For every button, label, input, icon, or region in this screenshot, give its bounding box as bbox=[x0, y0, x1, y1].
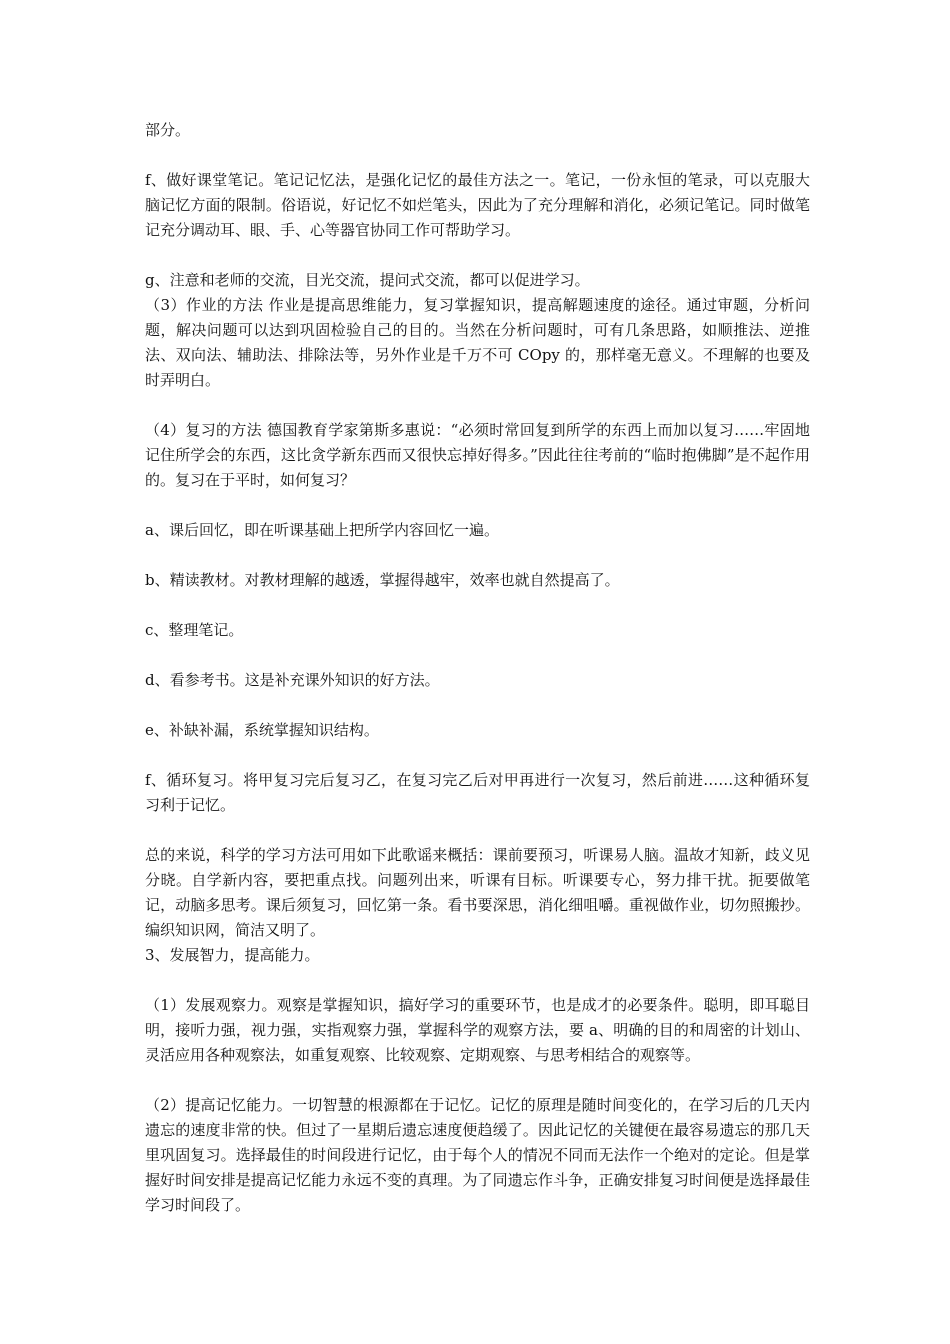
list-item-review-e: e、补缺补漏，系统掌握知识结构。 bbox=[145, 721, 379, 739]
paragraph-review-method: （4）复习的方法 德国教育学家第斯多惠说：“必须时常回复到所学的东西上而加以复习……牢固地记住所学会的东西，这比贪学新东西而又很快忘掉好得多。”因此往往考前的“临时抱佛脚”是不起作用的。复习在于平时，如何复习？ bbox=[145, 421, 810, 489]
section-heading-develop-intelligence: 3、发展智力，提高能力。 bbox=[145, 946, 320, 964]
list-item-review-a: a、课后回忆，即在听课基础上把所学内容回忆一遍。 bbox=[145, 521, 499, 539]
list-item-review-f: f、循环复习。将甲复习完后复习乙，在复习完乙后对甲再进行一次复习，然后前进……这种循环复习利于记忆。 bbox=[145, 771, 810, 814]
paragraph-homework-method: （3）作业的方法 作业是提高思维能力，复习掌握知识，提高解题速度的途径。通过审题，分析问题，解决问题可以达到巩固检验自己的目的。当然在分析问题时，可有几条思路，如顺推法、逆推法、双向法、辅助法、排除法等，另外作业是千万不可 COpy 的，那样毫无意义。不理解的也要及时弄明白。 bbox=[145, 296, 810, 389]
list-item-review-d: d、看参考书。这是补充课外知识的好方法。 bbox=[145, 671, 440, 689]
paragraph-summary-rhyme: 总的来说，科学的学习方法可用如下此歌谣来概括：课前要预习，听课易人脑。温故才知新，歧义见分晓。自学新内容，要把重点找。问题列出来，听课有目标。听课要专心，努力排干扰。扼要做笔记，动脑多思考。课后须复习，回忆第一条。看书要深思，消化细咀嚼。重视做作业，切勿照搬抄。编织知识网，简洁又明了。 bbox=[145, 846, 810, 939]
paragraph-teacher-communication: g、注意和老师的交流，目光交流，提问式交流，都可以促进学习。 bbox=[145, 271, 590, 289]
list-item-review-b: b、精读教材。对教材理解的越透，掌握得越牢，效率也就自然提高了。 bbox=[145, 571, 620, 589]
paragraph-memory: （2）提高记忆能力。一切智慧的根源都在于记忆。记忆的原理是随时间变化的，在学习后的几天内遗忘的速度非常的快。但过了一星期后遗忘速度便趋缓了。因此记忆的关键便在最容易遗忘的那几天里巩固复习。选择最佳的时间段进行记忆，由于每个人的情况不同而无法作一个绝对的定论。但是掌握好时间安排是提高记忆能力永远不变的真理。为了同遗忘作斗争，正确安排复习时间便是选择最佳学习时间段了。 bbox=[145, 1096, 810, 1214]
paragraph-observation: （1）发展观察力。观察是掌握知识，搞好学习的重要环节，也是成才的必要条件。聪明，即耳聪目明，接听力强，视力强，实指观察力强，掌握科学的观察方法，要 a、明确的目的和周密的计划山、灵活应用各种观察法，如重复观察、比较观察、定期观察、与思考相结合的观察等。 bbox=[145, 996, 810, 1064]
paragraph-note-taking: f、做好课堂笔记。笔记记忆法，是强化记忆的最佳方法之一。笔记，一份永恒的笔录，可以克服大脑记忆方面的限制。俗语说，好记忆不如烂笔头，因此为了充分理解和消化，必须记笔记。同时做笔记充分调动耳、眼、手、心等器官协同工作可帮助学习。 bbox=[145, 171, 810, 239]
list-item-review-c: c、整理笔记。 bbox=[145, 621, 244, 639]
document-page bbox=[145, 118, 810, 1218]
paragraph-fragment-end: 部分。 bbox=[145, 121, 191, 139]
